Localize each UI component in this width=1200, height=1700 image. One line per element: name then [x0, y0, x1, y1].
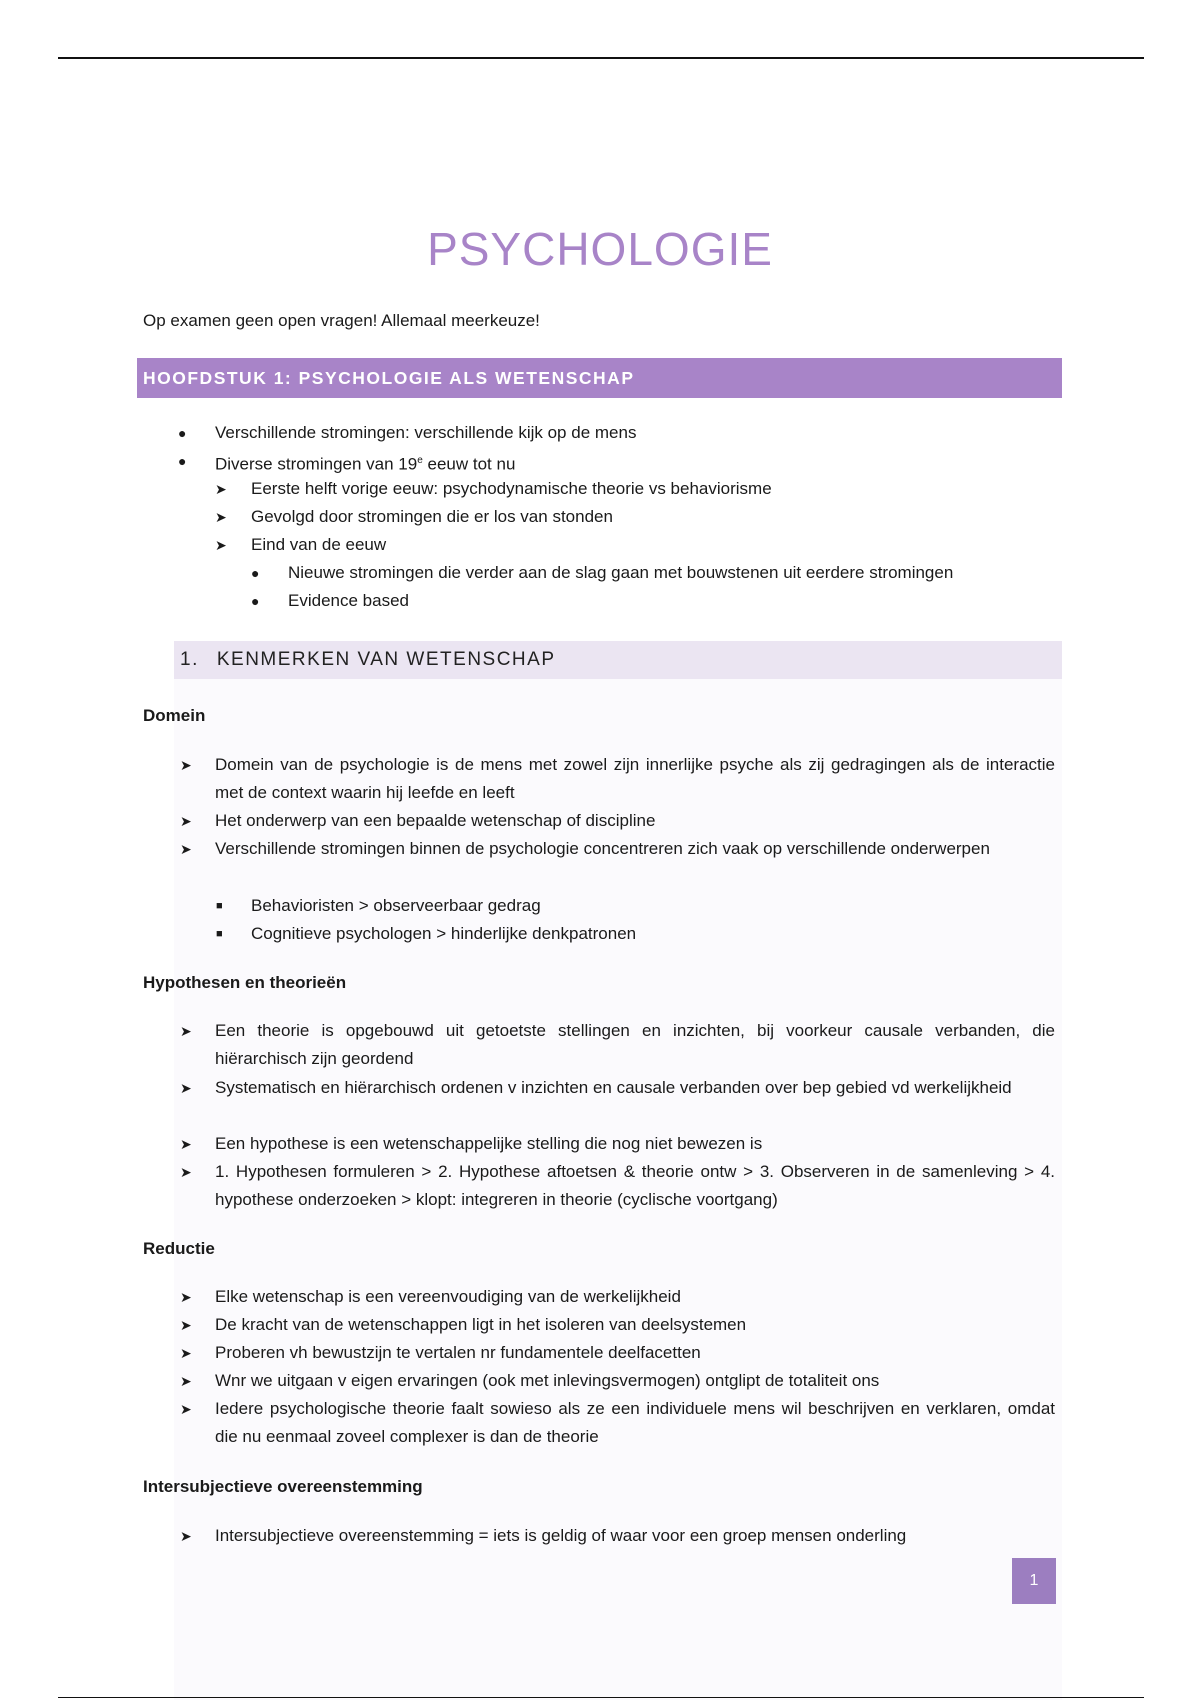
list-item: Proberen vh bewustzijn te vertalen nr fundamentele deelfacetten	[215, 1343, 701, 1362]
document-title: PSYCHOLOGIE	[427, 223, 773, 275]
arrow-bullet-icon: ➤	[215, 481, 227, 497]
list-item: Cognitieve psychologen > hinderlijke denkpatronen	[251, 924, 637, 943]
arrow-bullet-icon: ➤	[180, 1164, 192, 1180]
arrow-bullet-icon: ➤	[180, 1317, 192, 1333]
arrow-bullet-icon: ➤	[180, 1023, 192, 1039]
list-item: Elke wetenschap is een vereenvoudiging van de werkelijkheid	[215, 1287, 681, 1306]
list-item: 1. Hypothesen formuleren > 2. Hypothese aftoetsen & theorie ontw > 3. Observeren in de samenleving > 4. hypothese onderzoeken > klopt: integreren in theorie (cyclische voortgang)	[215, 1162, 1055, 1210]
list-item: Intersubjectieve overeenstemming = iets is geldig of waar voor een groep mensen onderling	[215, 1526, 907, 1545]
arrow-bullet-icon: ➤	[180, 1289, 192, 1305]
arrow-bullet-icon: ➤	[215, 537, 227, 553]
arrow-bullet-icon: ➤	[180, 757, 192, 773]
subheading-reductie: Reductie	[143, 1239, 215, 1258]
list-item: Verschillende stromingen binnen de psychologie concentreren zich vaak op verschillende onderwerpen	[215, 839, 990, 858]
list-item: Gevolgd door stromingen die er los van stonden	[251, 507, 613, 526]
arrow-bullet-icon: ➤	[180, 1373, 192, 1389]
bullet-dot-icon: ●	[251, 565, 260, 581]
page-number-badge: 1	[1012, 1558, 1056, 1604]
arrow-bullet-icon: ➤	[180, 1401, 192, 1417]
list-item: Nieuwe stromingen die verder aan de slag gaan met bouwstenen uit eerdere stromingen	[288, 563, 954, 582]
arrow-bullet-icon: ➤	[180, 813, 192, 829]
subheading-domein: Domein	[143, 706, 206, 725]
arrow-bullet-icon: ➤	[180, 1345, 192, 1361]
arrow-bullet-icon: ➤	[180, 1080, 192, 1096]
list-item: Systematisch en hiërarchisch ordenen v inzichten en causale verbanden over bep gebied vd werkelijkheid	[215, 1078, 1012, 1097]
bullet-dot-icon: ●	[178, 425, 187, 441]
list-item: Diverse stromingen van 19e eeuw tot nu	[215, 454, 516, 474]
subheading-intersubjectieve: Intersubjectieve overeenstemming	[143, 1477, 423, 1496]
subheading-hypothesen: Hypothesen en theorieën	[143, 973, 347, 992]
list-item: Evidence based	[288, 591, 409, 610]
section-title: KENMERKEN VAN WETENSCHAP	[216, 649, 556, 670]
bottom-rule	[58, 1697, 1144, 1698]
list-item: Het onderwerp van een bepaalde wetenschap of discipline	[215, 811, 656, 830]
section-number: 1.	[180, 649, 199, 670]
arrow-bullet-icon: ➤	[180, 841, 192, 857]
list-item: Domein van de psychologie is de mens met zowel zijn innerlijke psyche als zij gedragingen als de interactie met de context waarin hij leefde en leeft	[215, 755, 1055, 803]
bullet-dot-icon: ●	[178, 453, 187, 469]
list-item: Eerste helft vorige eeuw: psychodynamische theorie vs behaviorisme	[251, 479, 772, 498]
intro-note: Op examen geen open vragen! Allemaal meerkeuze!	[143, 311, 540, 330]
list-item: Wnr we uitgaan v eigen ervaringen (ook met inlevingsvermogen) ontglipt de totaliteit ons	[215, 1371, 880, 1390]
list-item: De kracht van de wetenschappen ligt in het isoleren van deelsystemen	[215, 1315, 747, 1334]
square-bullet-icon: ■	[216, 900, 223, 912]
list-item: Behavioristen > observeerbaar gedrag	[251, 896, 541, 915]
list-item: Iedere psychologische theorie faalt sowieso als ze een individuele mens wil beschrijven en verklaren, omdat die nu eenmaal zoveel complexer is dan de theorie	[215, 1399, 1055, 1447]
arrow-bullet-icon: ➤	[180, 1528, 192, 1544]
list-item: Verschillende stromingen: verschillende kijk op de mens	[215, 423, 637, 442]
list-item: Eind van de eeuw	[251, 535, 387, 554]
bullet-dot-icon: ●	[251, 593, 260, 609]
list-item: Een hypothese is een wetenschappelijke stelling die nog niet bewezen is	[215, 1134, 763, 1153]
square-bullet-icon: ■	[216, 928, 223, 940]
chapter-heading: HOOFDSTUK 1: PSYCHOLOGIE ALS WETENSCHAP	[137, 358, 1062, 398]
section-heading	[174, 641, 1062, 679]
top-rule	[58, 57, 1144, 59]
arrow-bullet-icon: ➤	[215, 509, 227, 525]
arrow-bullet-icon: ➤	[180, 1136, 192, 1152]
list-item: Een theorie is opgebouwd uit getoetste stellingen en inzichten, bij voorkeur causale verbanden, die hiërarchisch zijn geordend	[215, 1021, 1055, 1069]
